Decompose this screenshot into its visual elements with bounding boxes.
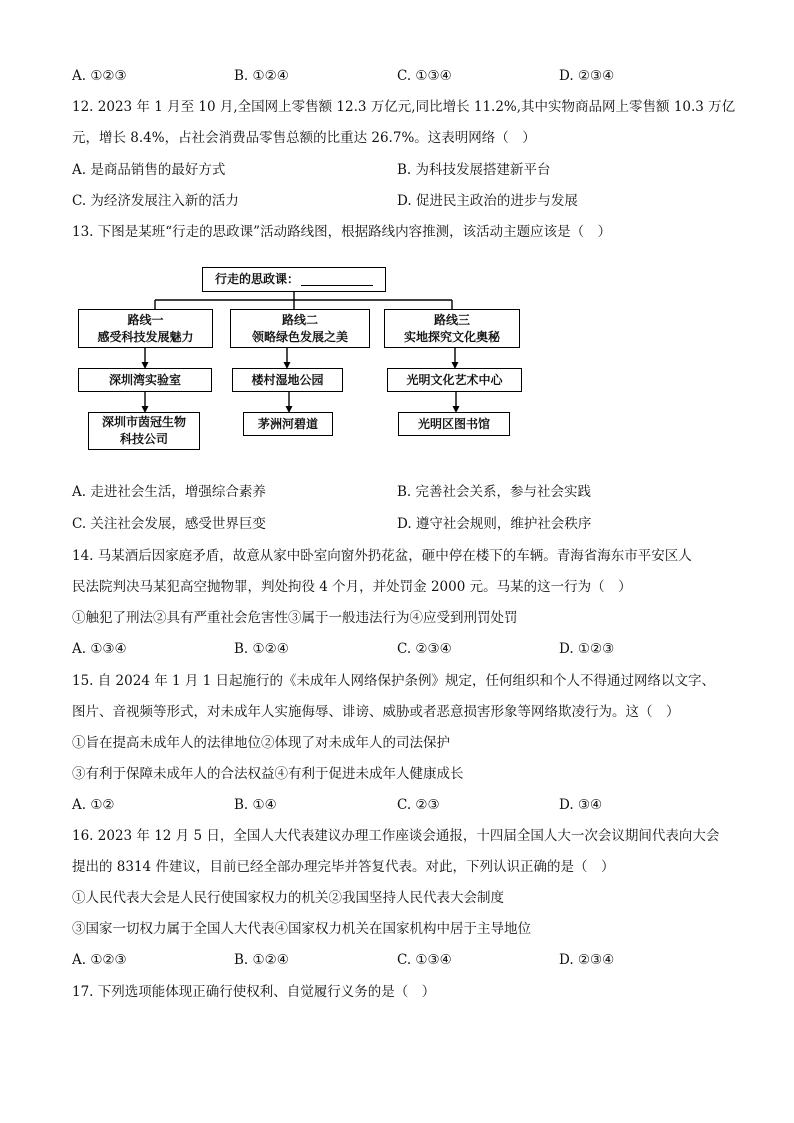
route2-stop2: 茅洲河碧道 (243, 412, 333, 436)
q16-statements-line1: ①人民代表大会是人民行使国家权力的机关②我国坚持人民代表大会制度 (72, 890, 504, 906)
q13-option-b: B. 完善社会关系，参与社会实践 (397, 484, 592, 500)
q15-statements-line1: ①旨在提高未成年人的法律地位②体现了对未成年人的司法保护 (72, 735, 450, 751)
q12-stem-line1: 12. 2023 年 1 月至 10 月,全国网上零售额 12.3 万亿元,同比增长 11.2%,其中实物商品网上零售额 10.3 万亿 (72, 99, 736, 115)
q14-option-b: B. ①②④ (234, 641, 289, 657)
q13-stem: 13. 下图是某班“行走的思政课”活动路线图，根据路线内容推测，该活动主题应该是（ ） (72, 224, 612, 240)
route1-box (78, 309, 213, 348)
q12-option-b: B. 为科技发展搭建新平台 (397, 162, 551, 178)
q15-stem-line1: 15. 自 2024 年 1 月 1 日起施行的《未成年人网络保护条例》规定，任何组织和个人不得通过网络以文字、 (72, 673, 716, 689)
route1-stop2: 深圳市茵冠生物 科技公司 (88, 412, 200, 450)
q16-stem-line1: 16. 2023 年 12 月 5 日，全国人大代表建议办理工作座谈会通报，十四届全国人大一次会议期间代表向大会 (72, 828, 720, 844)
route3-box (384, 309, 520, 348)
q14-stem-line1: 14. 马某酒后因家庭矛盾，故意从家中卧室向窗外扔花盆，砸中停在楼下的车辆。青海省海东市平安区人 (72, 548, 692, 564)
q13-option-a: A. 走进社会生活，增强综合素养 (72, 484, 266, 500)
q16-option-b: B. ①②④ (234, 952, 289, 968)
q11-option-c: C. ①③④ (397, 68, 452, 84)
q15-option-a: A. ①② (72, 797, 115, 813)
q15-option-d: D. ③④ (559, 797, 603, 813)
q17-stem: 17. 下列选项能体现正确行使权利、自觉履行义务的是（ ） (72, 984, 436, 1000)
route2-title: 路线二 (281, 312, 318, 327)
q12-option-d: D. 促进民主政治的进步与发展 (397, 193, 578, 209)
diagram-top-box: 行走的思政课： (202, 267, 386, 292)
answer-blank (301, 273, 373, 286)
q13-option-c: C. 关注社会发展，感受世界巨变 (72, 516, 266, 532)
q12-option-a: A. 是商品销售的最好方式 (72, 162, 226, 178)
q13-option-d: D. 遵守社会规则，维护社会秩序 (397, 516, 592, 532)
q15-option-c: C. ②③ (397, 797, 440, 813)
q14-statements: ①触犯了刑法②具有严重社会危害性③属于一般违法行为④应受到刑罚处罚 (72, 610, 518, 626)
route2-box (230, 309, 370, 348)
q11-option-d: D. ②③④ (559, 68, 615, 84)
q16-option-d: D. ②③④ (559, 952, 615, 968)
route1-stop1: 深圳湾实验室 (78, 368, 212, 392)
q15-option-b: B. ①④ (234, 797, 277, 813)
route3-stop1: 光明文化艺术中心 (387, 368, 522, 392)
q12-option-c: C. 为经济发展注入新的活力 (72, 193, 239, 209)
q16-statements-line2: ③国家一切权力属于全国人大代表④国家权力机关在国家机构中居于主导地位 (72, 921, 531, 937)
q11-option-b: B. ①②④ (234, 68, 289, 84)
q16-stem-line2: 提出的 8314 件建议，目前已经全部办理完毕并答复代表。对此，下列认识正确的是（ ） (72, 859, 615, 875)
q14-option-c: C. ②③④ (397, 641, 452, 657)
q16-option-a: A. ①②③ (72, 952, 127, 968)
q15-statements-line2: ③有利于保障未成年人的合法权益④有利于促进未成年人健康成长 (72, 766, 464, 782)
q16-option-c: C. ①③④ (397, 952, 452, 968)
route3-stop2: 光明区图书馆 (398, 412, 510, 436)
route1-subtitle: 感受科技发展魅力 (97, 329, 194, 344)
q14-option-a: A. ①③④ (72, 641, 127, 657)
route3-subtitle: 实地探究文化奥秘 (403, 329, 500, 344)
route2-stop1: 楼村湿地公园 (232, 368, 343, 392)
route3-title: 路线三 (433, 312, 470, 327)
route2-subtitle: 领略绿色发展之美 (251, 329, 348, 344)
q11-option-a: A. ①②③ (72, 68, 127, 84)
q15-stem-line2: 图片、音视频等形式，对未成年人实施侮辱、诽谤、威胁或者恶意损害形象等网络欺凌行为。这（ ） (72, 704, 680, 720)
q14-stem-line2: 民法院判决马某犯高空抛物罪，判处拘役 4 个月，并处罚金 2000 元。马某的这一行为（ ） (72, 579, 632, 595)
q14-option-d: D. ①②③ (559, 641, 615, 657)
route1-title: 路线一 (127, 312, 164, 327)
q12-stem-line2: 元，增长 8.4%，占社会消费品零售总额的比重达 26.7%。这表明网络（ ） (72, 130, 536, 146)
